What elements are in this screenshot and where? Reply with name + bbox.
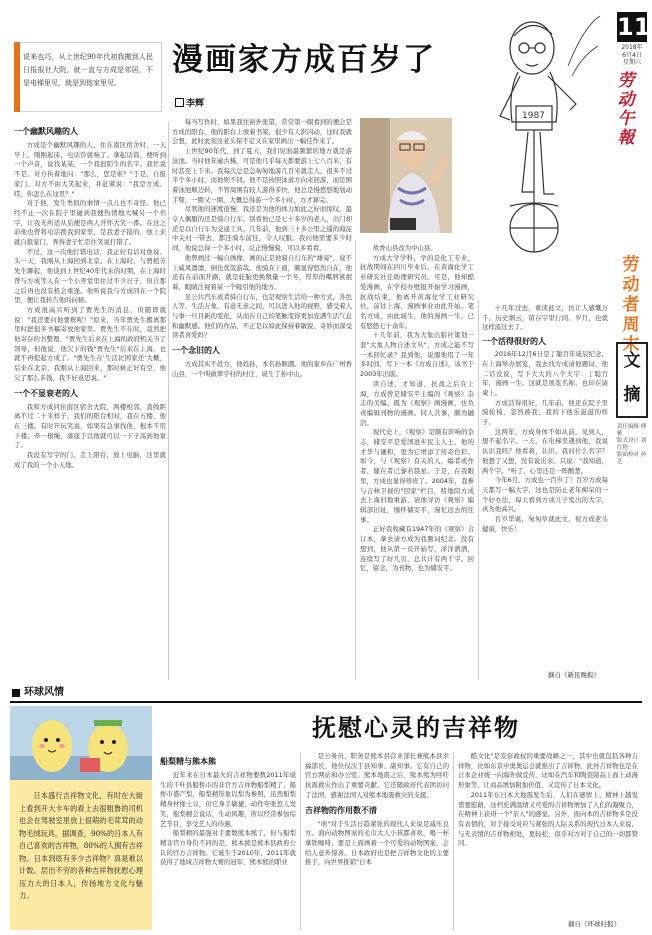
section-label: 环球风情 <box>24 687 64 698</box>
author-square-icon <box>175 98 184 107</box>
mascot-intro-box <box>10 780 152 930</box>
section-square-icon <box>12 689 20 697</box>
editor-line: 版式设计 刘红艳 <box>617 438 647 451</box>
paragraph: 尽管他的速度很慢，我还是为他的体力如此之好而惊叹。最令人佩服的还是骑自行车。别看他已是七十多岁的老人，出门却还是以自行车为交通工具。几年前，他到三十多公里之遥的海淀中关村一带去，都还骑车前往，令人叹服。我问他需要多少时间，他说总得一个多小时，反正慢慢骑，可以多看看。 <box>172 205 352 253</box>
page-date <box>614 44 650 67</box>
article-intro-box <box>14 42 162 112</box>
paragraph: 每当写作时，如果我往窗外张望，常常第一眼看到的便会是方成的阳台。他的阳台上放着书架，很少有人影闪动，这时我就会想，此时此刻这老头保不定又在家里画出一幅佳作来了。 <box>172 118 352 146</box>
article2-title: 抚慰心灵的吉祥物 <box>312 713 520 742</box>
editor-credits <box>617 424 651 466</box>
section-rule <box>10 701 642 703</box>
paragraph: 2016年12月6日是丁聪百年诞辰纪念，在上海举办展览，我去找方成请他题词，他二话没说，写下大大的八个大字：丁聪百年，漫画一生。这就是展览名称，也印在请柬上。 <box>482 350 608 397</box>
section-header <box>10 686 642 700</box>
paragraph: 不过，这一次他打错电话，我正好有话对他说。头一天，我刚从上海回到北京。在上海时，与贾植芳先生聊起，他谈到上世纪40年代末的时期，在上海时曾与方成等人在一个小弄堂里住过不少日子，但自那之后再也没有机会重逢。他听说我与方成同在一个院里，便让我转告他的问候。 <box>14 247 166 305</box>
date-year: 2018年 <box>621 44 643 51</box>
editor-line: 版面校对 孙艺 <box>617 452 647 465</box>
paragraph: 虽公共汽车成者骑自行车，也是观察生活的一种方式。各色人等，生活万象，有意无意之间，可以进入他的视野，感受着人与事一旦目新的变化，从而在自己的笔触变得更加充满生活气息和幽默感。他们的作品，不正是以如此保持着敏锐、奇妙而深受读者喜爱吗？ <box>172 292 352 340</box>
paragraph: 百岁华诞，匆匆草就此文，祝方成老头健康，快乐！ <box>482 515 608 533</box>
article-column-1 <box>14 122 166 682</box>
paragraph: 方成大学学科，学的是化工专业，抗战期间在四川毕业后，在黄海化学工业研究社任助理研究员。可是，他却酷爱漫画，在学校办壁报开始学习漫画，抗战结束，他离开黄海化学工业研究社，前往上海，漫画事业由此开始。笔名方成，由此诞生，他的漫画一生，已有悠悠七十余年。 <box>360 253 474 330</box>
article-author-name: 李辉 <box>186 99 205 109</box>
paragraph: 方成活得很好，几年前，他还在院子里骑轮椅，忽然被我，我的下他乐滋滋的样子。 <box>482 398 608 427</box>
article-column-2 <box>172 118 352 680</box>
article-source: 摘自《新民晚报》 <box>548 671 600 679</box>
article-intro-text: 说来也巧，从上世纪90年代初我搬到人民日报报社大院，就一直与方成是邻居，不是电梯里见，就是到他家里见。 <box>23 53 153 87</box>
mascot-photo <box>10 706 152 780</box>
paragraph: 今年6月，方成也一百岁了！百岁方成每天都写一幅大字，这也是防止老年痴呆的一个好办法，每天看到方成儿子发出的大字，真为他高兴。 <box>482 476 608 514</box>
column-divider <box>453 752 454 930</box>
masthead-logo: 劳 动 午 報 <box>617 71 635 148</box>
date-weekday: 星期六 <box>622 59 641 66</box>
subheading: 吉祥物的作用数不清 <box>305 805 377 815</box>
paragraph: 十几年前，我为大象出版社策划一套"大象人物自述文丛"，方成之能不写一本回忆录？我到他，说服他用了一年多时间，写下一本《方成自述》，该书于2003年出版。 <box>360 331 474 379</box>
paragraph: 是公务员，职务是熊本县营业部长兼熊本县幸福部长，他位仅次于县知事、副知事。它有自己的官方网站和办公室。熊本地震之后，熊本熊为呼吁抗震救灾作出了重要贡献，它还随政府代表团访问了法国，感谢法国人对熊本地震救灾的支援。 <box>305 752 449 799</box>
cartoon-shirt-text: 1987 <box>522 111 545 121</box>
paragraph: 故香山县改为中山县。 <box>372 244 437 252</box>
article2-column-3 <box>458 752 638 918</box>
date-day: 6月4日 <box>622 51 642 59</box>
article-author <box>175 96 204 109</box>
article2-source: 摘自《环球时报》 <box>568 920 620 928</box>
article-column-3 <box>360 244 474 680</box>
column-divider <box>168 122 169 680</box>
paragraph: 方成是个幽默风趣的人，住在南区宿舍时，一天早上，刚刚起床，电话铃就响了。拿起话筒，便听到一个声音，说找某某，一个我很陌生的名字。我忙说不是。对方执着地问："那么，您是谁？"于是，自报家门。对方不由大笑起来，并赶紧说："我是方成。哎，你怎么在这里？" <box>14 141 166 198</box>
paragraph: "萌"对于生活日趋紧张的现代人来说是减压良方。面向动物图案的毛巾大人小孩都喜欢，喝一杯拿铁咖啡，要是上面画着一个可爱的动物图案，会给人意外惊喜。日本政府也是把吉祥物文化的主要推手，向世界推销"日本 <box>305 819 449 867</box>
paragraph: 上世纪90年代，到了夏天，我们见面最频繁的地方就是游泳池。当时他年逾古稀，可是他几乎每天都要游上七八百米，有时甚至上千米。我每次总是急匆匆地游几百米就走人，很多不过半个多小时，而他则不同。他不是按照泳道方向来回游，而是围着泳池顺边转，不管周围有较人游得多快，他总是慢悠悠地划动手臂，一圈又一圈，大概总得游一个多小时，方才算完。 <box>172 147 352 204</box>
portrait-photo <box>360 118 452 233</box>
paragraph: 方成其实不姓方，他姓孙，本名孙顺潮。他的家乡在广州香山县，一个叫做翠亨村的村庄，诞生了孙中山。 <box>172 360 352 378</box>
article2-column-1 <box>160 752 296 930</box>
subheading: 一个活得很好的人 <box>482 337 546 347</box>
digest-title: 文 摘 <box>616 342 648 418</box>
paragraph: 近年来在日本最火的吉祥物要数2011年诞生的千叶县船桥市的非官方吉祥物船梨精了，船桥市盛产梨，船梨精形象以梨为参照，虽然船梨精身材像土豆，但它身手敏捷，动作夸张惹人发笑，船梨精会说话，生动风趣，所以经常参加综艺节目，享受艺人的待遇。 <box>160 771 296 828</box>
subheading: 一个幽默风趣的人 <box>14 127 78 136</box>
paragraph: 这两年，方成身体不如从前，见到人，想不起名字。一天，在电梯里遇到他，我说认识我吗？他看着，认识。我问什么名字？他想了又想，没有说出来。只说："我知道，两个字。"听了，心里还是一阵酸楚。 <box>482 427 608 475</box>
paragraph: 对于他，发生类似的事情一点儿也不奇怪。他已经不止一次在院子里碰到我便热情地大喊另一个名字，让我无所适从后便是两人开怀大笑一番。在这之前他也曾将电话拨我到家里，是我妻子接的，他上来就自报家门，弄得妻子忙忍住笑说打错了。 <box>14 199 166 247</box>
paragraph: 现代史上，《观察》是颇有影响的杂志，储安平是爱国进步民主人士，他的才华与谦和，更为它增添了传奇色彩。如今，与《观察》有关的人，编者或作者，健在者已寥若晨星。于是，在我眼里，方成也显得珍贵了。2004年，我参与吉林卫视的"回家"栏目，特地陪方成去上海旧地重游，请他寻访《观察》编辑部旧址，缅怀储安平，漫忆远去的往事。 <box>360 428 474 524</box>
article-title: 漫画家方成百岁了 <box>172 42 436 78</box>
intro-accent-bar <box>14 42 20 112</box>
column-divider <box>300 752 301 930</box>
paragraph: 方成很高兴听到了贾先生的消息，但随即就说："我还要问他要账呢！"原来，当年贾先生搬离那里时把很多书稿寄放他家里。贾先生不在时，竟然把他寄存的书整理。"贾先生后来在上海的政府机关当了领导，但他说，他欠下的钱"贾先生"后来在上海，也就不再提起方成了。"贾先生在'生活比国家还'大概，后来在北京，我刚从上海回来，那时候正好有空，他欠了那么多钱，我不好意思说。" <box>14 305 166 382</box>
paragraph: 十几年过去，重读此文，仍让人感慨万千。历史烟云，留存字里行间。岁月，也就这样流过去了。 <box>482 304 608 332</box>
paragraph: 正好我收藏有1947年的《观察》合订本，拿去请方成为我题词纪念。没有想到，他从第一页开始写，洋洋洒洒，连续写了好几页，总共计有两千字。回忆，留念，为刊物，也为储安平。 <box>360 525 474 573</box>
column-divider <box>478 300 479 680</box>
paragraph: 读自述，才知道，抗战之后在上海，方成曾是储安平主编的《观察》杂志的美编。既为《观察》画漫画，也负责编辑刊物的漫画。同人共事，颇为融洽。 <box>360 379 474 427</box>
paragraph: 船梨精的最强对手要数熊本熊了，但与船梨精非官方身份不同的是，熊本熊是熊本县政府公认的官方吉祥物。它诞生于2010年，2011年就获得了地域吉祥物大赛的冠军，熊本熊的职业 <box>160 829 296 867</box>
paragraph: 他曾画过一幅自画像，画的正是他骑自行车的"雄姿"，说不上威风凛凛，倒也优哉游哉。他骑在上面，颇显得悠然自在，他还有在前面开路，就是轮胎更换数量一个冬，厚厚的嘴唇紧抿着，眼睛注视着某一个吸引他的地方。 <box>172 253 352 291</box>
bicycle-cartoon-illustration <box>470 6 608 258</box>
article2-column-2 <box>305 752 449 930</box>
editor-line: 责任编辑 傅雅 <box>617 424 647 437</box>
weekly-title: 劳 动 者 周 末 <box>622 255 640 355</box>
subheading: 船梨精与熊本熊 <box>160 757 216 766</box>
paragraph: 我没有写字的门，走上阳台，放上电脑，这里就成了我的一个小天地。 <box>14 451 166 469</box>
paragraph: 2011年东日本大地震发生后，人们在感情上、精神上越发需要慰藉，这档充满温情又可爱的吉祥物增加了人们的凝聚力，在精神上获得一个"亲人"的感觉。另外，面向本的吉祥物多是没有表情的，对于接受对应与紧张的人际关系的现代日本人来说，与无表情的吉祥物相处，更轻松，似乎对方对于自己的一切都赞同。 <box>458 790 638 848</box>
paragraph: 我和方成同住南区宿舍大院，两楼相邻，直线距离不过二十米样子，我们的阳台相对，我在五楼，他在三楼。有时开玩笑说，如果有急事找他，根本不用下楼，牵一根绳，落座于以他就可以一下子荡到他家了。 <box>14 402 166 450</box>
mascot-intro-text: 日本盛行吉祥物文化，有时在大街上看到开大卡车的看上去很粗鲁的司机也会在驾驶室里放上很萌的毛茸茸的动物毛绒玩具。据调查，90%的日本人有自己喜欢的吉祥物，80%的人拥有吉祥物。日本到底有多少吉祥物？真是难以计数。层出不穷的各种吉祥物抚慰心理压力大的日本人，传扬地方文化与魅力。 <box>19 791 143 900</box>
column-divider <box>355 240 356 680</box>
article-column-4 <box>482 304 608 670</box>
page-number: 11 <box>617 13 651 41</box>
paragraph: 酷文化"是安倍政权的重要战略之一，其中也就包括各种吉祥物，比如东京申奥奥运会就推出了吉祥物，此外吉祥物也是在日本企业统一向海外做宣传，比如在汽车和陶瓷制品上面上动漫形象等，让商品增加附加价值，又宣传了日本文化。 <box>458 752 638 790</box>
subheading: 一个不显衰老的人 <box>14 388 78 398</box>
subheading: 一个念旧的人 <box>172 346 220 356</box>
